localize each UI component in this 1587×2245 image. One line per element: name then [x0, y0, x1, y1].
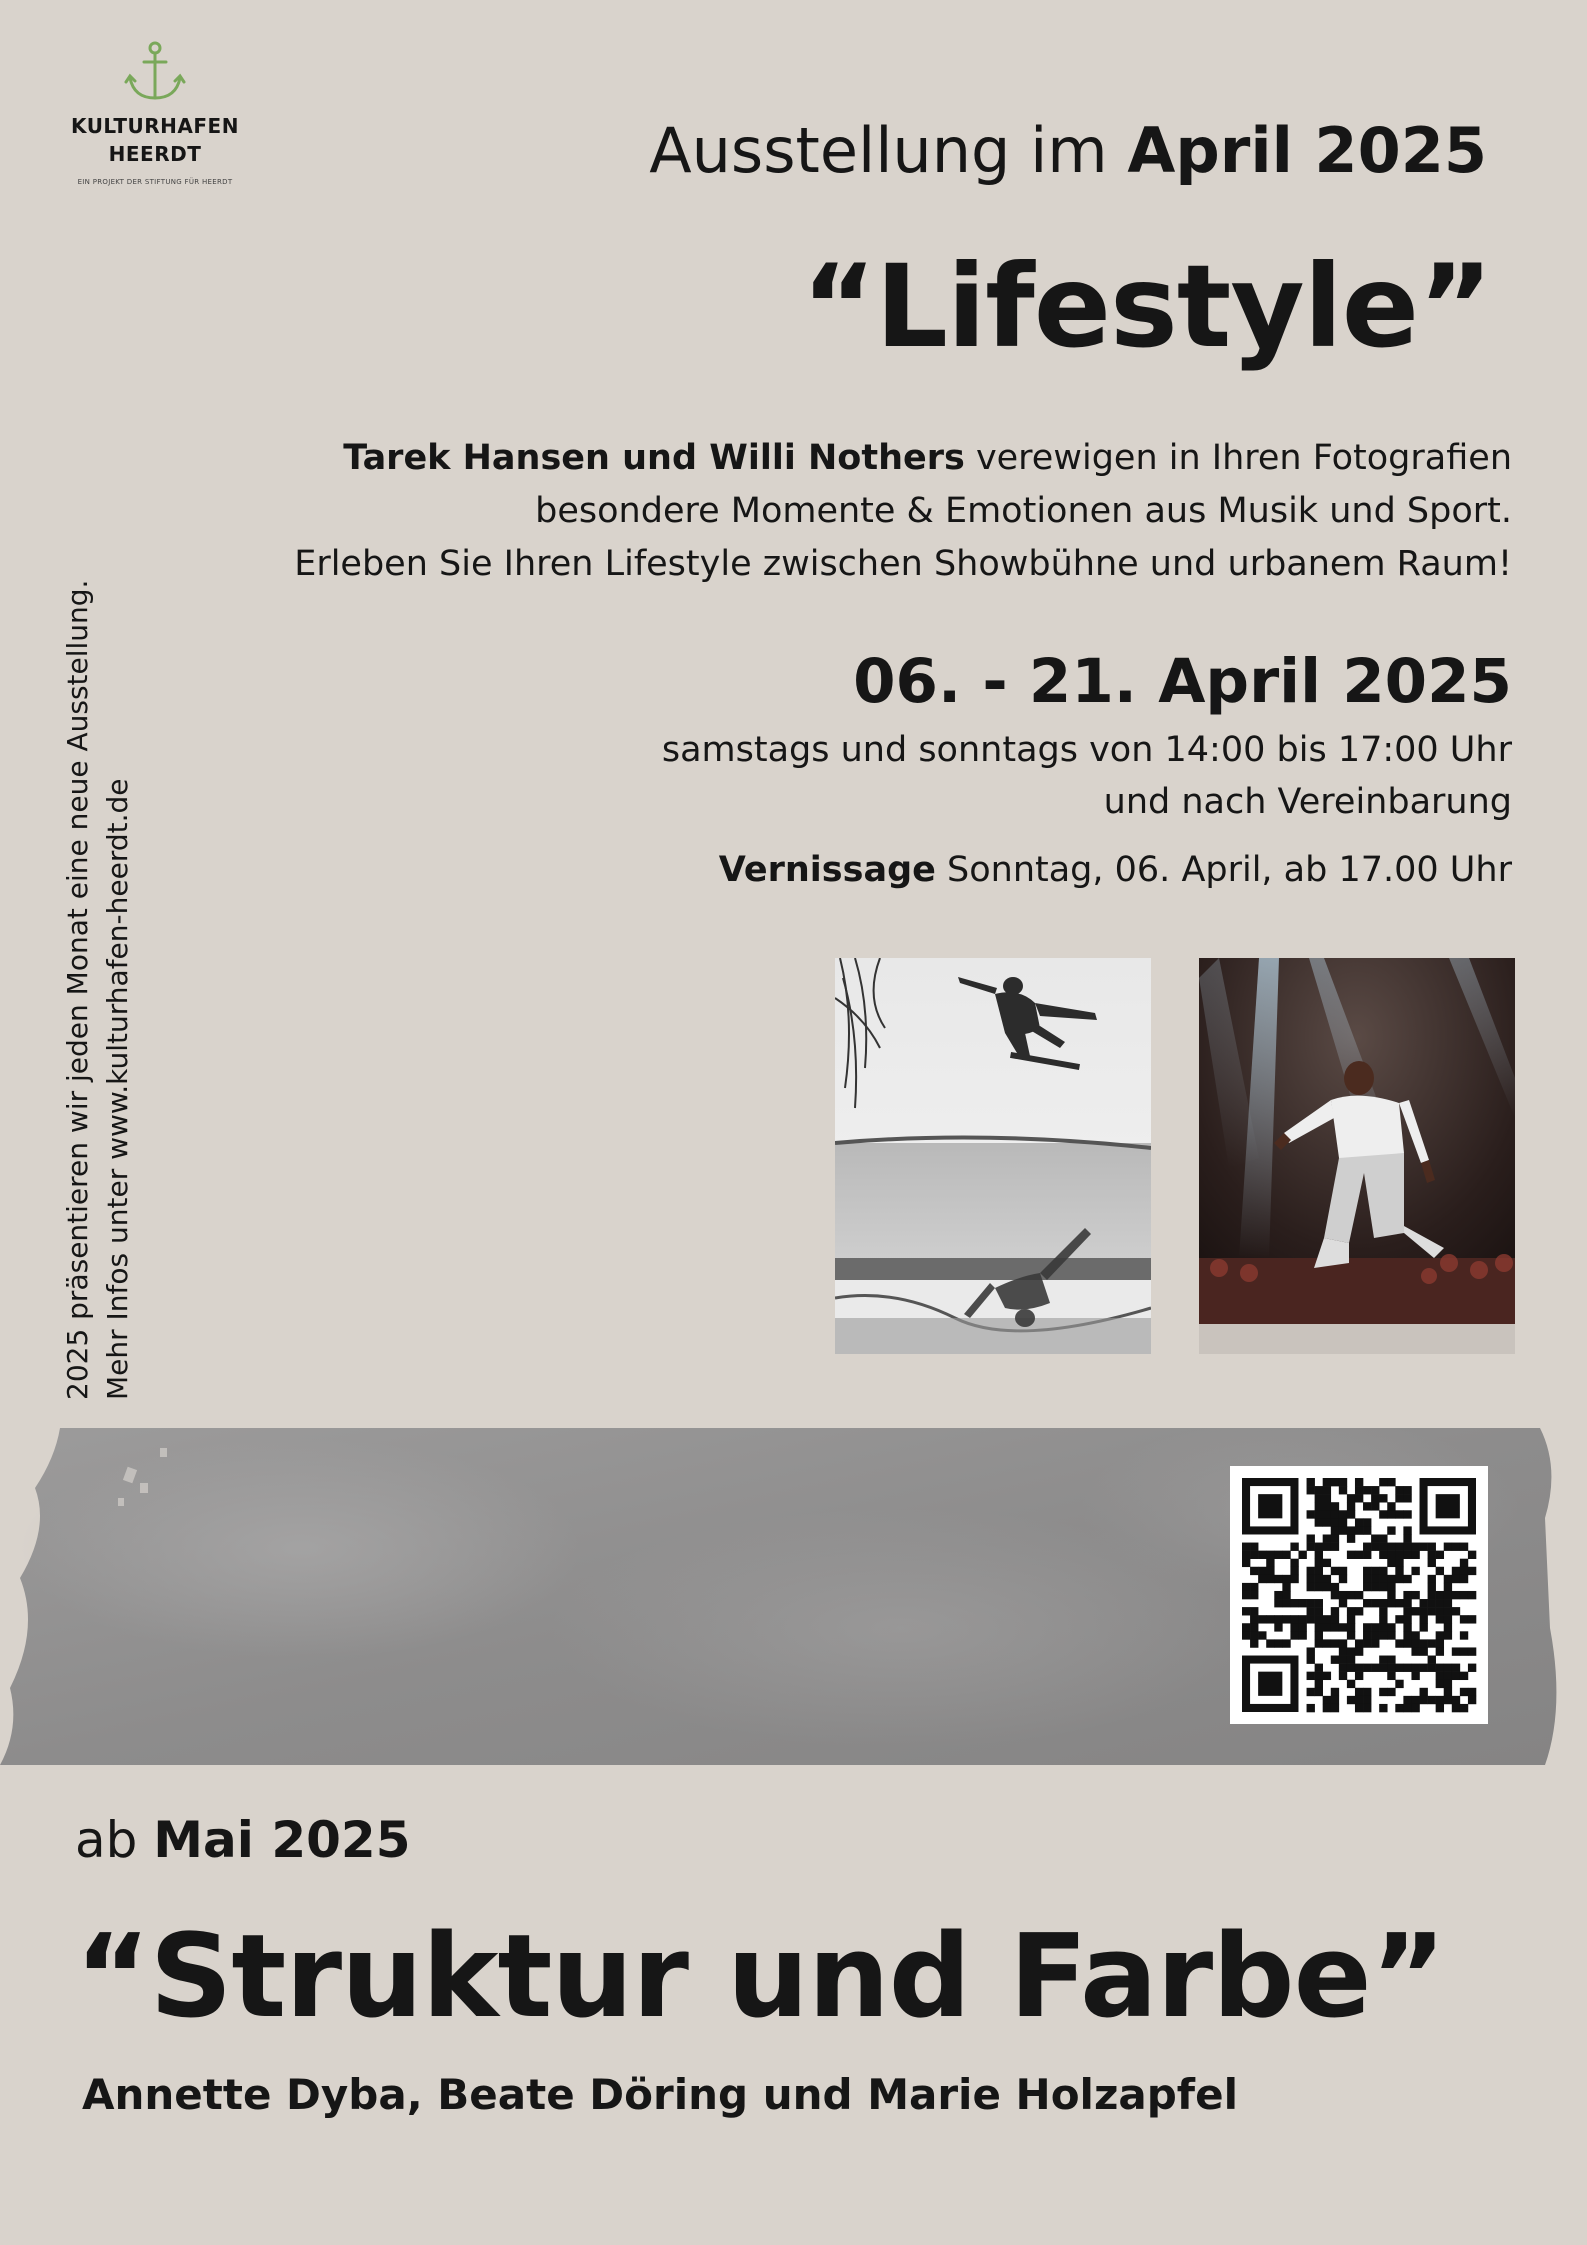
next-exhibition-intro	[75, 1808, 410, 1872]
intro-highlight: April 2025	[1127, 114, 1487, 187]
side-note-line1: 2025 präsentieren wir jeden Monat eine neue Ausstellung.	[61, 579, 94, 1400]
description-line3: Erleben Sie Ihren Lifestyle zwischen Showbühne und urbanem Raum!	[294, 544, 1512, 584]
opening-hours	[412, 724, 1512, 828]
photo-dancer	[1199, 958, 1515, 1354]
exhibition-dates: 06. - 21. April 2025	[853, 646, 1512, 717]
logo	[40, 40, 270, 186]
description-line1: verewigen in Ihren Fotografien	[964, 438, 1512, 478]
next-exhibition-artists: Annette Dyba, Beate Döring und Marie Holzapfel	[82, 2070, 1238, 2119]
next-prefix: ab	[75, 1811, 154, 1869]
exhibition-title: “Lifestyle”	[801, 240, 1492, 373]
hours-line2: und nach Vereinbarung	[1103, 782, 1512, 822]
logo-name	[40, 112, 270, 168]
artist-names: Tarek Hansen und Willi Nothers	[343, 438, 965, 478]
vernissage	[719, 845, 1512, 895]
logo-name-line1: KULTURHAFEN	[71, 114, 239, 138]
qr-code[interactable]	[1230, 1466, 1488, 1724]
exhibition-description	[212, 432, 1512, 591]
intro-prefix: Ausstellung im	[649, 114, 1128, 187]
exhibition-intro	[649, 115, 1487, 187]
anchor-icon	[124, 40, 186, 106]
description-line2: besondere Momente & Emotionen aus Musik und Sport.	[535, 491, 1512, 531]
side-note	[58, 460, 158, 1400]
photo-skateboarder	[835, 958, 1151, 1354]
vernissage-text: Sonntag, 06. April, ab 17.00 Uhr	[935, 850, 1512, 890]
logo-name-line2: HEERDT	[108, 142, 202, 166]
side-note-line2: Mehr Infos unter www.kulturhafen-heerdt.de	[101, 778, 134, 1400]
logo-tagline: EIN PROJEKT DER STIFTUNG FÜR HEERDT	[77, 178, 233, 186]
next-highlight: Mai 2025	[153, 1811, 411, 1869]
hours-line1: samstags und sonntags von 14:00 bis 17:00 Uhr	[661, 730, 1512, 770]
vernissage-label: Vernissage	[718, 850, 936, 890]
next-exhibition-title: “Struktur und Farbe”	[75, 1910, 1446, 2044]
